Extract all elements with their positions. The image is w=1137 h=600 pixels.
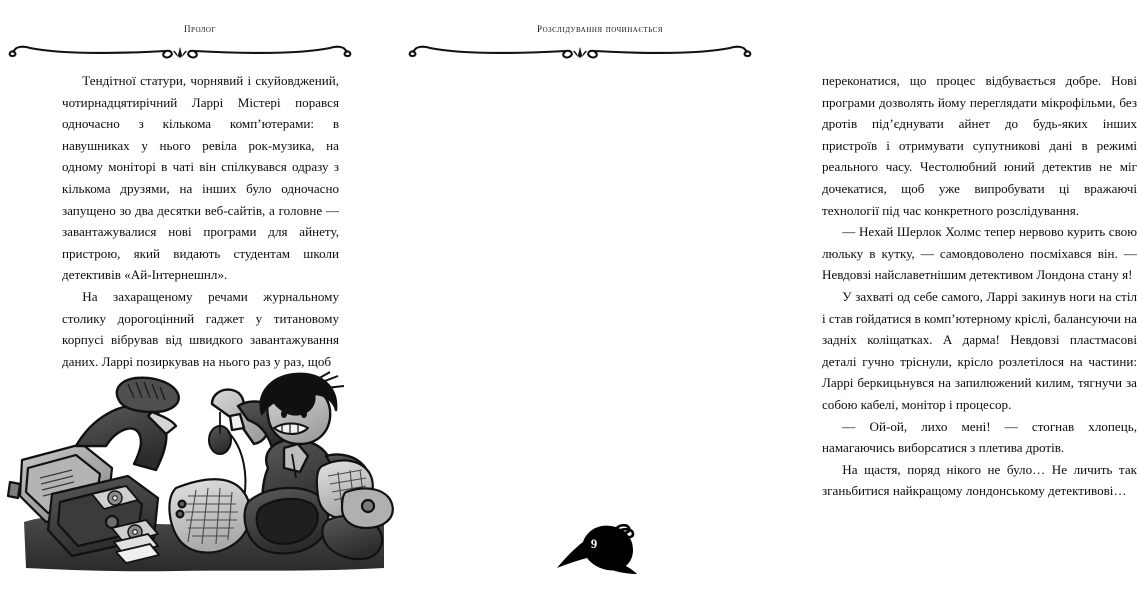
page-number: 9 (590, 537, 598, 551)
flourish-rule-ornament (0, 40, 360, 60)
right-page-header (400, 22, 800, 66)
right-column-text (822, 70, 1137, 502)
running-head-right: розслідування починається (537, 21, 663, 35)
paragraph: Тендітної статури, чорнявий і скуйовджений, чотирнадцятирічний Ларрі Містері порався одночасно з кількома комп’ютерами: в навушниках у нього ревіла рок-музика, на одному моніторі в чаті він спілкувався одразу з кількома друзями, на інших було одночасно запущено зо два десятки веб-сайтів, а головне — завантажувалися нові програми для айнету, пристрою, який видають студентам школи детективів «Ай-Інтернешнл». (62, 73, 339, 283)
paragraph: переконатися, що процес відбувається добре. Нові програми дозволять йому переглядати мікрофільми, без дротів під’єднувати айнет до будь-яких інших пристроїв і отримувати супутникові дані в режимі реального часу. Честолюбний юний детектив не міг дочекатися, щоб уже випробувати ці вражаючі технології під час конкретного розслідування. (822, 73, 1137, 218)
paragraph: На захаращеному речами журнальному столику дорогоцінний гаджет у титановому корпусі вібрував від швидкого завантажування даних. Ларрі позиркував на нього раз у раз, щоб (62, 288, 339, 369)
paragraph: У захваті од себе самого, Ларрі закинув ноги на стіл і став гойдатися в комп’ютерному кріслі, балансуючи на задніх коліщатках. А дарма! Невдовзі пластмасові деталі гучно тріснули, крісло розлетілося на частини: Ларрі беркицьнувся на запилюжений килим, тягнучи за собою кабелі, монітор і процесор. (822, 288, 1137, 412)
running-head-left: пролог (183, 21, 217, 35)
flourish-rule-ornament (400, 40, 760, 60)
detective-cap-icon (553, 522, 647, 578)
paragraph: — Ой-ой, лихо мені! — стогнав хлопець, намагаючись виборсатися з плетива дротів. (822, 418, 1137, 456)
paragraph: На щастя, поряд нікого не було… Не личить так зганьбитися найкращому лондонському детективові… (822, 461, 1137, 499)
left-page (0, 0, 400, 600)
paragraph: — Нехай Шерлок Холмс тепер нервово курить свою люльку в кутку, — самовдоволено посміхався він. — Невдовзі найславетнішим детективом Лондона стану я! (822, 224, 1137, 283)
right-page (400, 0, 1137, 600)
left-column-text (62, 70, 339, 372)
folio (400, 522, 800, 586)
boy-fallen-among-computers-illustration (16, 372, 390, 584)
left-page-header (0, 22, 400, 66)
